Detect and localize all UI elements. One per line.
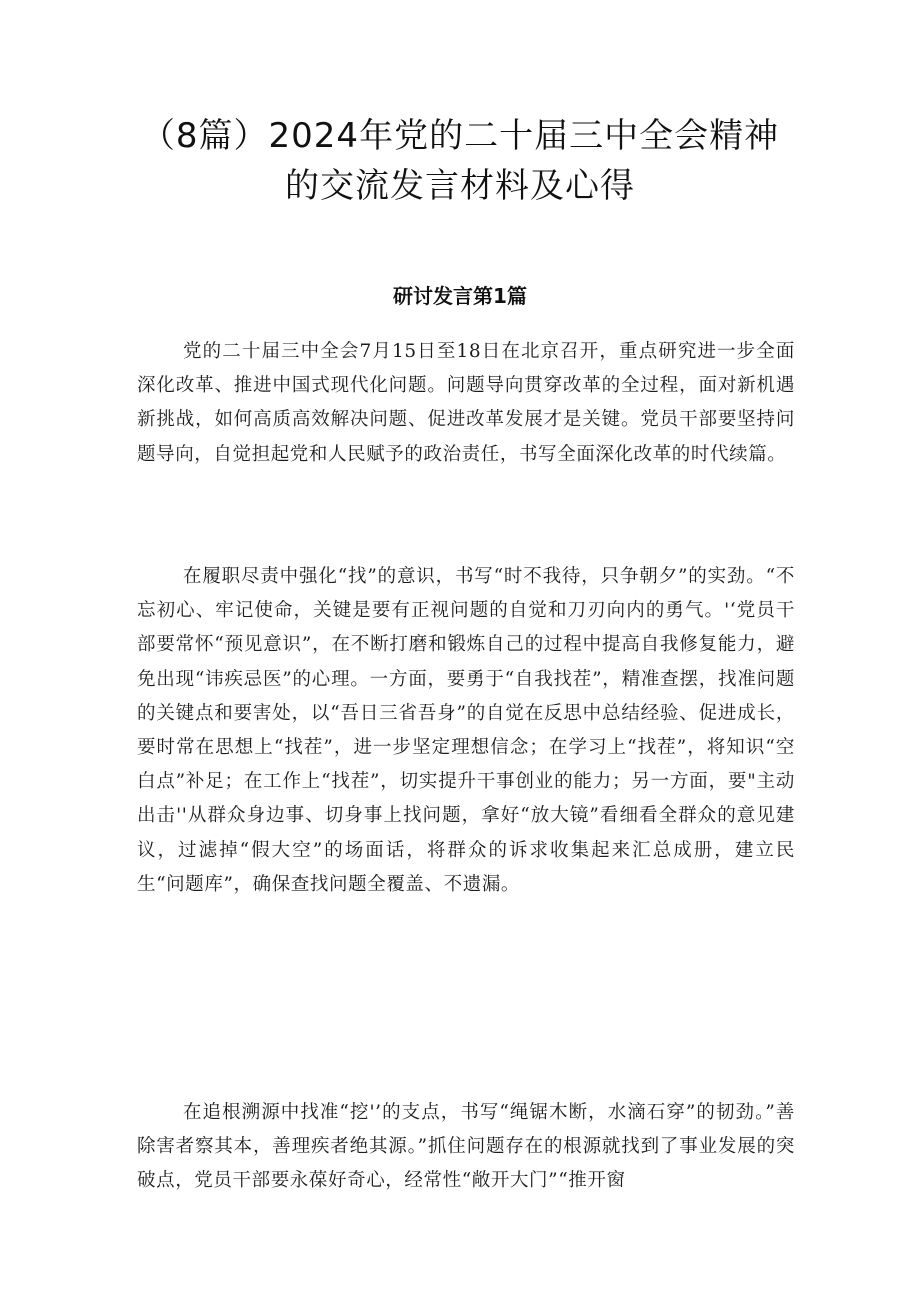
- paragraph-3: 在追根溯源中找准“挖'’的支点，书写“绳锯木断，水滴石穿”的韧劲。”善除害者察其本，善理疾者绝其源。”抓住问题存在的根源就找到了事业发展的突破点，党员干部要永葆好奇心，经常性“敞开大门”“推开窗: [137, 1102, 795, 1192]
- document-title-line-2: 的交流发言材料及心得: [285, 166, 635, 206]
- paragraph-1: 党的二十届三中全会7月15日至18日在北京召开，重点研究进一步全面深化改革、推进中国式现代化问题。问题导向贯穿改革的全过程，面对新机遇新挑战，如何高质高效解决问题、促进改革发展才是关键。党员干部要坚持问题导向，自觉担起党和人民赋予的政治责任，书写全面深化改革的时代续篇。: [137, 341, 795, 465]
- document-title-line-1: （8篇）2024年党的二十届三中全会精神: [140, 116, 780, 156]
- section-heading: 研讨发言第1篇: [393, 284, 527, 308]
- paragraph-2: 在履职尽责中强化“找”的意识，书写“时不我待，只争朝夕”的实劲。“不忘初心、牢记使命，关键是要有正视问题的自觉和刀刃向内的勇气。'‘党员干部要常怀“预见意识”，在不断打磨和锻炼自己的过程中提高自我修复能力，避免出现“讳疾忌医”的心理。一方面，要勇于“自我找茬”，精准查摆，找准问题的关键点和要害处，以“吾日三省吾身”的自觉在反思中总结经验、促进成长，要时常在思想上“找茬”，进一步坚定理想信念；在学习上“找茬”，将知识“空白点”补足；在工作上“找茬”，切实提升干事创业的能力；另一方面，要"主动出击''从群众身边事、切身事上找问题，拿好“放大镜”看细看全群众的意见建议，过滤掉“假大空”的场面话，将群众的诉求收集起来汇总成册，建立民生“问题库”，确保查找问题全覆盖、不遗漏。: [137, 566, 795, 895]
